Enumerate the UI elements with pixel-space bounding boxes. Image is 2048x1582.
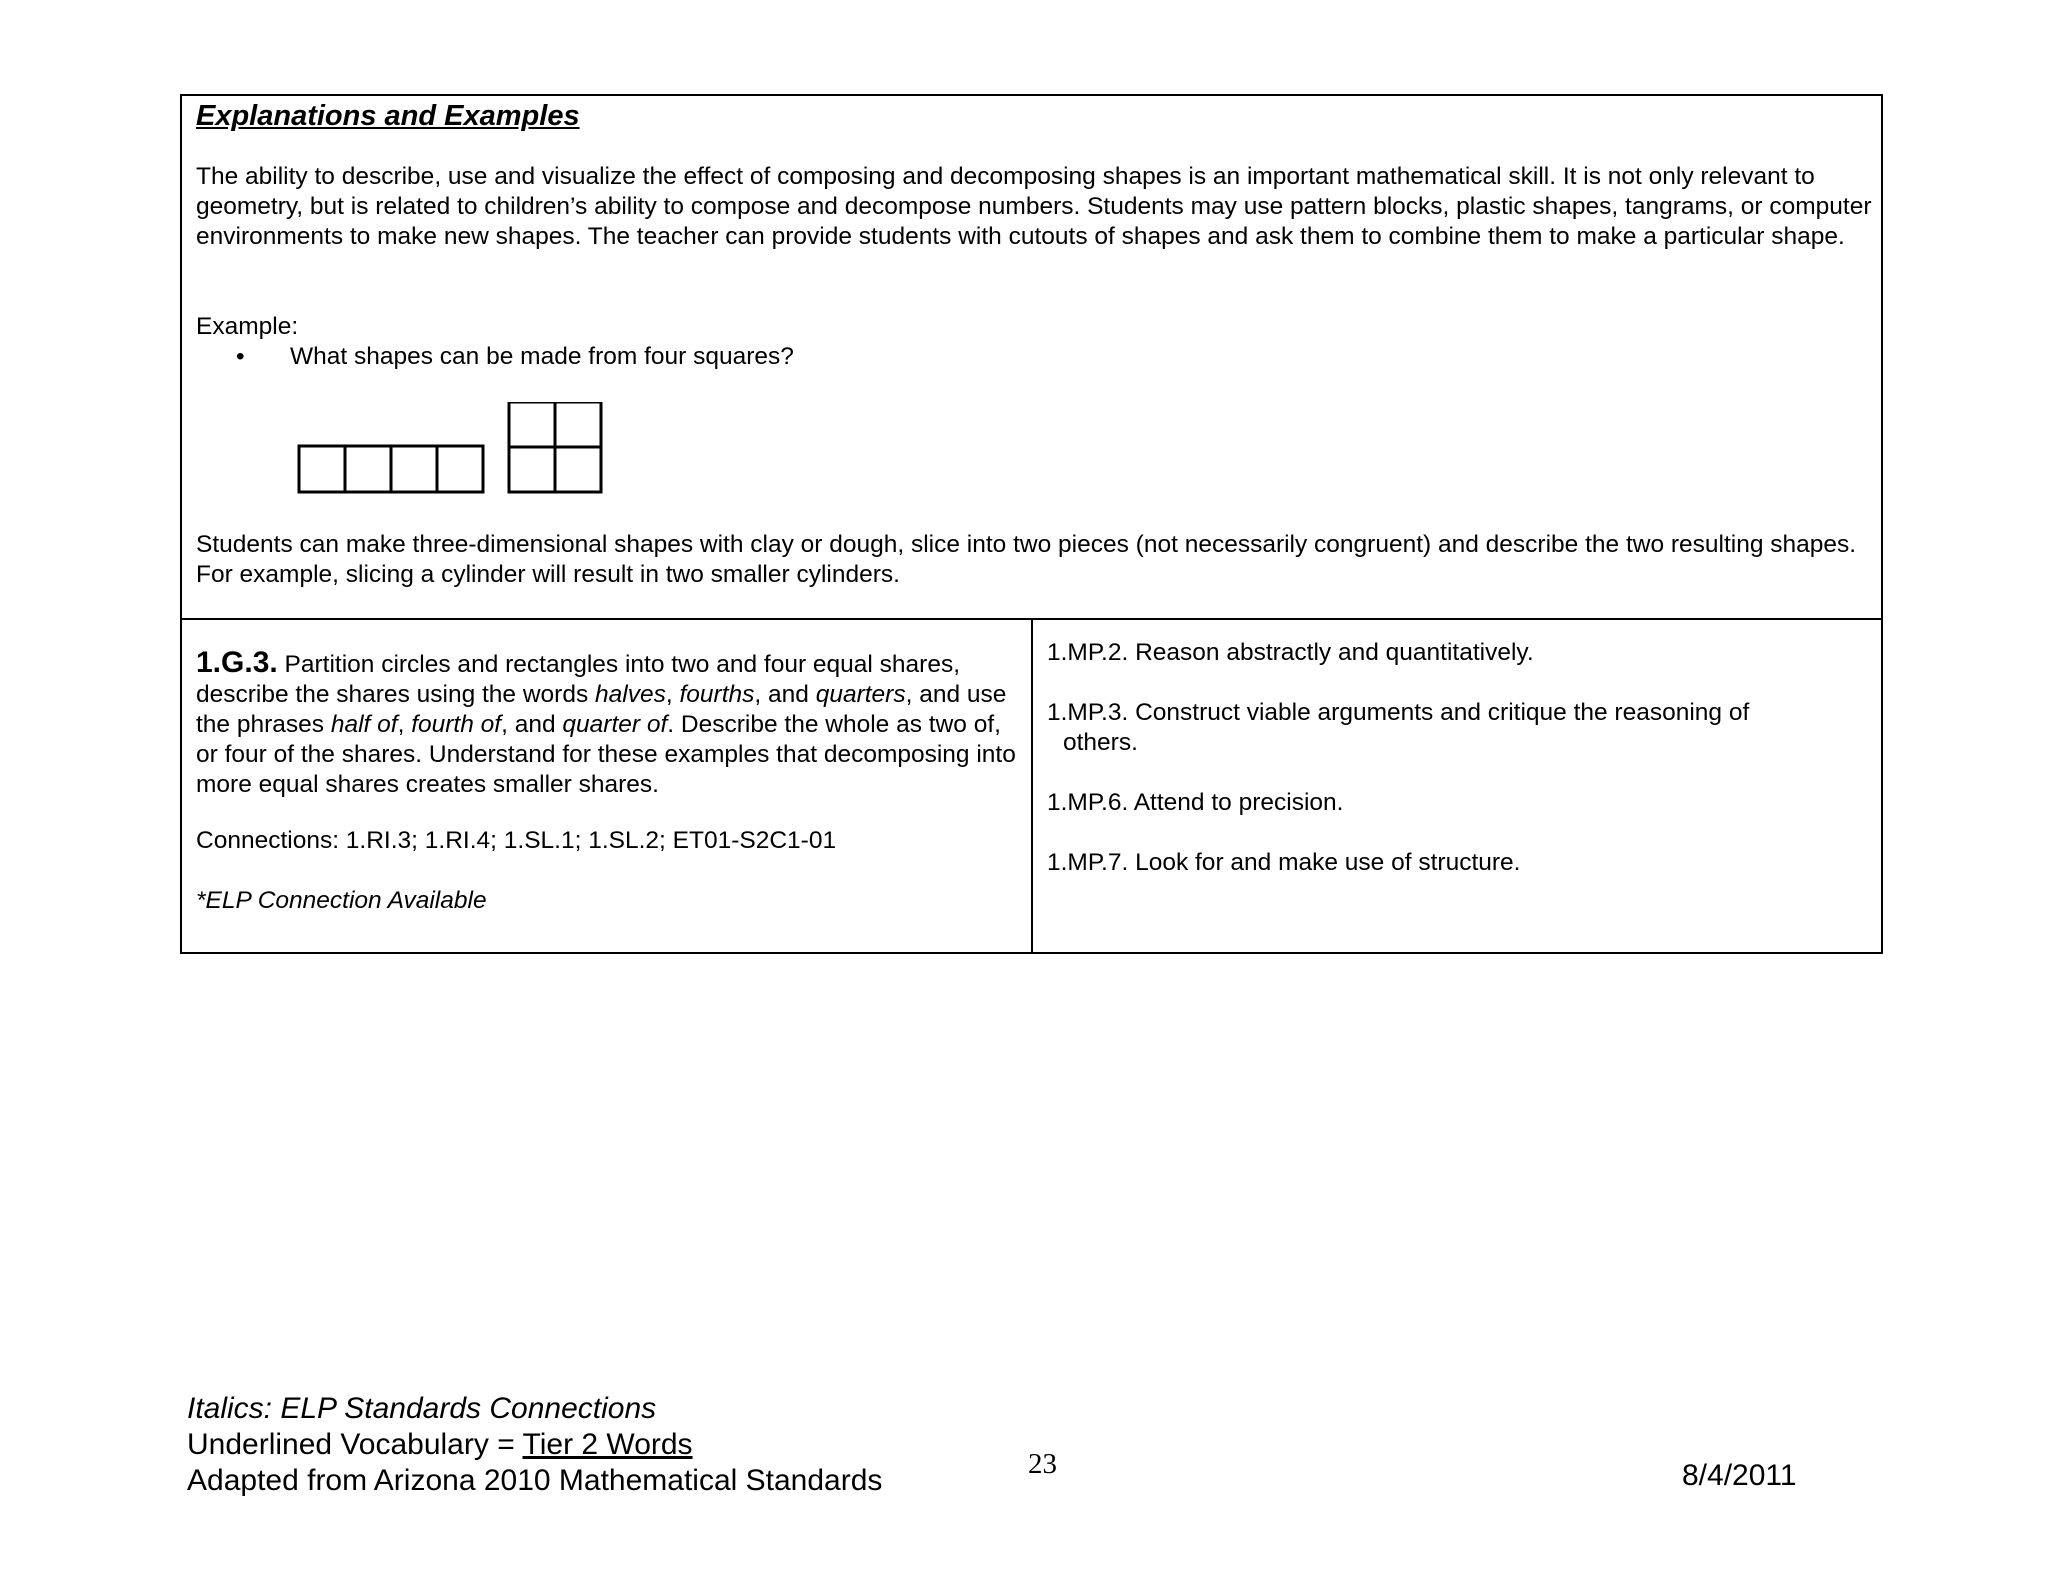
explanations-section <box>182 96 1881 620</box>
square <box>391 446 437 492</box>
list-item <box>196 342 794 372</box>
two-by-two-squares <box>509 402 601 492</box>
example-list <box>196 342 794 372</box>
standard-text <box>196 648 1026 800</box>
three-dimensional-paragraph: Students can make three-dimensional shapes with clay or dough, slice into two pieces (not necessarily congruent) and describe the two resulting shapes. For example, slicing a cylinder will result in two smaller cylinders. <box>196 531 1857 588</box>
vocab-fourths: fourths <box>679 681 755 708</box>
vocab-halves: halves <box>595 681 666 708</box>
standard-text-part: . Describe the whole as two of, or four of the shares. Understand for these examples that decomposing into more equal shares creates smaller shares. <box>196 711 1016 798</box>
row-of-four-squares <box>299 446 483 492</box>
standard-text-part: , <box>665 681 680 708</box>
standard-code: 1.G.3. <box>196 646 278 679</box>
square <box>509 402 555 447</box>
standard-text-part: , and <box>754 681 816 708</box>
example-label: Example: <box>196 313 299 340</box>
footer-vocab-line <box>187 1427 882 1463</box>
practice-mp2: 1.MP.2. Reason abstractly and quantitatively. <box>1047 639 1534 666</box>
practice-mp6: 1.MP.6. Attend to precision. <box>1047 789 1344 816</box>
footer-notes <box>187 1391 882 1499</box>
standard-text-part: , <box>397 711 412 738</box>
vocab-quarter-of: quarter of <box>562 711 668 738</box>
vocab-fourth-of: fourth of <box>411 711 502 738</box>
example-question: What shapes can be made from four squares? <box>290 343 794 370</box>
square <box>345 446 391 492</box>
square <box>509 447 555 492</box>
vocab-quarters: quarters <box>815 681 906 708</box>
bullet-icon: • <box>236 343 245 370</box>
footer-italics-line: Italics: ELP Standards Connections <box>187 1392 657 1425</box>
standard-text-part: Partition circles and rectangles into two and four equal shares, describe the shares using the words <box>196 651 961 708</box>
standard-cell <box>182 618 1033 954</box>
footer-vocab-prefix: Underlined Vocabulary = <box>187 1428 523 1461</box>
standard-text-part: , and use the phrases <box>196 681 1007 738</box>
connections-text: Connections: 1.RI.3; 1.RI.4; 1.SL.1; 1.SL.2; ET01-S2C1-01 <box>196 827 837 854</box>
square <box>299 446 345 492</box>
standards-table <box>180 94 1883 954</box>
footer-vocab-underlined: Tier 2 Words <box>522 1428 693 1461</box>
practice-mp3-line: 1.MP.3. Construct viable arguments and critique the reasoning of <box>1047 699 1750 726</box>
square <box>555 447 601 492</box>
footer-adapted-line: Adapted from Arizona 2010 Mathematical Standards <box>187 1464 883 1497</box>
practice-mp3-line: others. <box>1063 729 1138 756</box>
explanation-paragraph: The ability to describe, use and visualize the effect of composing and decomposing shapes is an important mathematical skill. It is not only relevant to geometry, but is related to children’s ability to compose and decompose numbers. Students may use pattern blocks, plastic shapes, tangrams, or computer environments to make new shapes. The teacher can provide students with cutouts of shapes and ask them to combine them to make a particular shape. <box>196 163 1872 250</box>
section-title: Explanations and Examples <box>196 100 580 132</box>
square <box>555 402 601 447</box>
page-number: 23 <box>1028 1448 1057 1480</box>
practice-mp3 <box>1047 698 1857 758</box>
standard-text-part: , and <box>501 711 563 738</box>
square <box>437 446 483 492</box>
practices-cell <box>1033 618 1883 954</box>
footer-date: 8/4/2011 <box>1682 1459 1797 1492</box>
practice-mp7: 1.MP.7. Look for and make use of structure. <box>1047 849 1521 876</box>
four-squares-diagram <box>296 402 616 496</box>
vocab-half-of: half of <box>330 711 398 738</box>
elp-connection-note: *ELP Connection Available <box>196 887 487 914</box>
